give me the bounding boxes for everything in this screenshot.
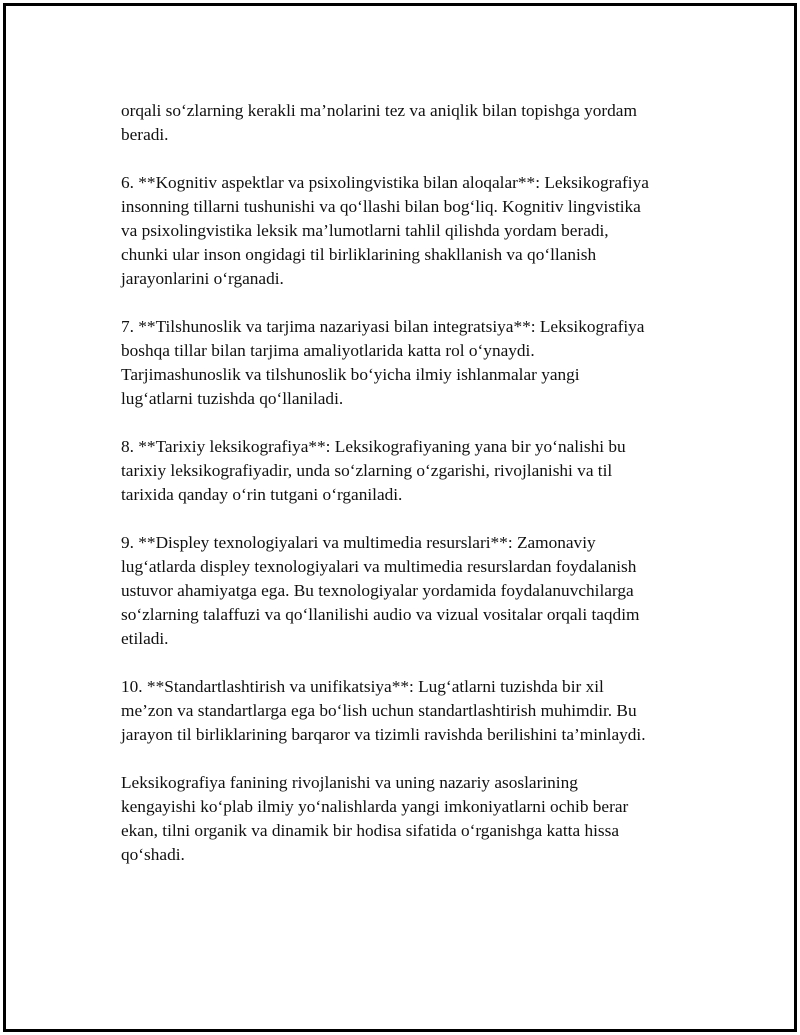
text-line: so‘zlarning talaffuzi va qo‘llanilishi audio va vizual vositalar orqali taqdim [121, 605, 640, 624]
text-line: jarayon til birliklarining barqaror va tizimli ravishda berilishini ta’minlaydi. [121, 725, 646, 744]
text-line: ekan, tilni organik va dinamik bir hodisa sifatida o‘rganishga katta hissa [121, 821, 620, 840]
text-line: ustuvor ahamiyatga ega. Bu texnologiyalar yordamida foydalanuvchilarga [121, 581, 634, 600]
paragraph-item-6 [121, 171, 701, 291]
text-line: Leksikografiya fanining rivojlanishi va uning nazariy asoslarining [121, 773, 578, 792]
text-line: tarixida qanday o‘rin tutgani o‘rganiladi. [121, 485, 403, 504]
text-line: Tarjimashunoslik va tilshunoslik bo‘yicha ilmiy ishlanmalar yangi [121, 365, 580, 384]
text-line: 9. **Displey texnologiyalari va multimedia resurslari**: Zamonaviy [121, 533, 596, 552]
paragraph-continuation [121, 99, 701, 147]
paragraph-item-10 [121, 675, 701, 747]
text-line: lug‘atlarni tuzishda qo‘llaniladi. [121, 389, 344, 408]
text-line: orqali so‘zlarning kerakli ma’nolarini tez va aniqlik bilan topishga yordam [121, 101, 637, 120]
text-line: kengayishi ko‘plab ilmiy yo‘nalishlarda yangi imkoniyatlarni ochib berar [121, 797, 629, 816]
text-line: tarixiy leksikografiyadir, unda so‘zlarning o‘zgarishi, rivojlanishi va til [121, 461, 613, 480]
text-line: qo‘shadi. [121, 845, 185, 864]
text-line: va psixolingvistika leksik ma’lumotlarni tahlil qilishda yordam beradi, [121, 221, 609, 240]
text-line: chunki ular inson ongidagi til birliklarining shakllanish va qo‘llanish [121, 245, 597, 264]
text-line: boshqa tillar bilan tarjima amaliyotlarida katta rol o‘ynaydi. [121, 341, 535, 360]
paragraph-item-7 [121, 315, 701, 411]
text-line: jarayonlarini o‘rganadi. [121, 269, 284, 288]
text-line: etiladi. [121, 629, 169, 648]
page-frame [3, 3, 797, 1032]
text-line: insonning tillarni tushunishi va qo‘llashi bilan bog‘liq. Kognitiv lingvistika [121, 197, 641, 216]
text-line: 6. **Kognitiv aspektlar va psixolingvistika bilan aloqalar**: Leksikografiya [121, 173, 649, 192]
text-line: 8. **Tarixiy leksikografiya**: Leksikografiyaning yana bir yo‘nalishi bu [121, 437, 626, 456]
text-line: beradi. [121, 125, 169, 144]
text-line: 10. **Standartlashtirish va unifikatsiya**: Lug‘atlarni tuzishda bir xil [121, 677, 604, 696]
page-content [121, 99, 701, 891]
paragraph-conclusion [121, 771, 701, 867]
text-line: 7. **Tilshunoslik va tarjima nazariyasi bilan integratsiya**: Leksikografiya [121, 317, 645, 336]
paragraph-item-8 [121, 435, 701, 507]
text-line: me’zon va standartlarga ega bo‘lish uchun standartlashtirish muhimdir. Bu [121, 701, 637, 720]
text-line: lug‘atlarda displey texnologiyalari va multimedia resurslardan foydalanish [121, 557, 637, 576]
paragraph-item-9 [121, 531, 701, 651]
